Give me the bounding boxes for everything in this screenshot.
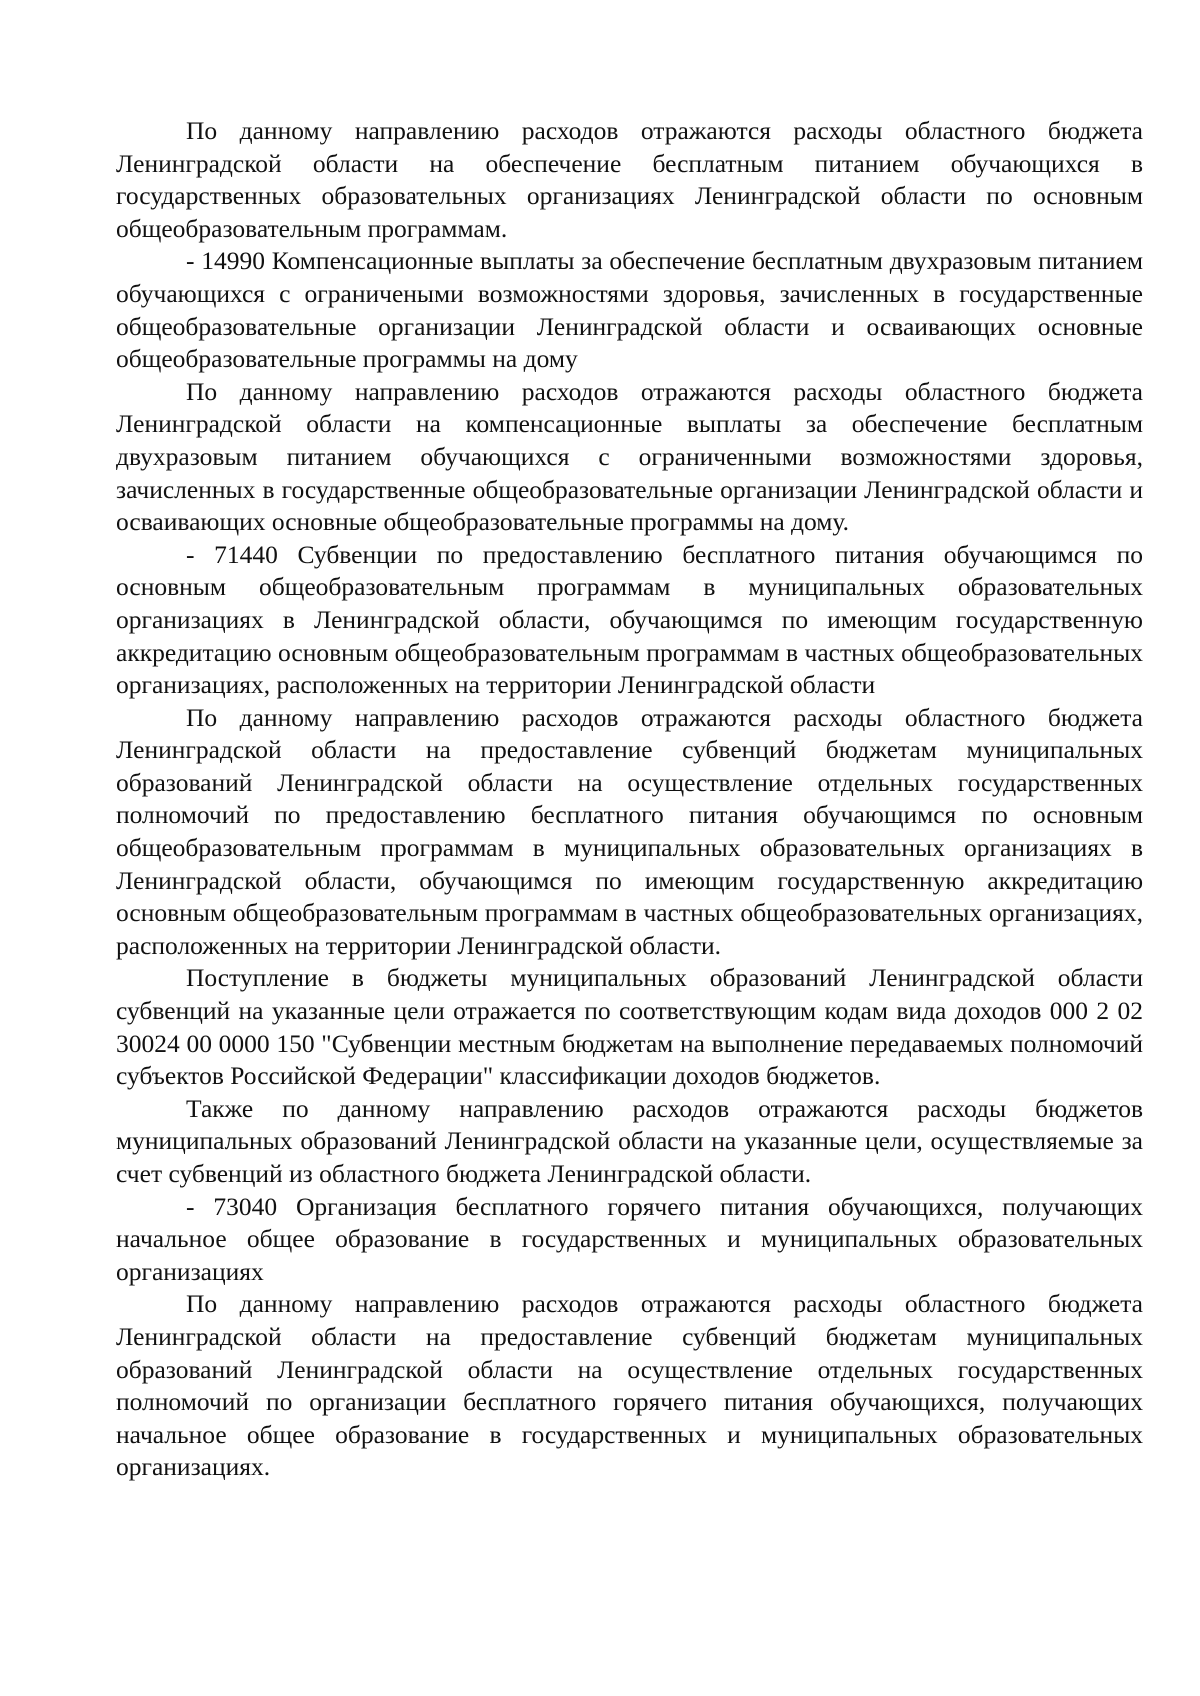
paragraph-2-code-14990: - 14990 Компенсационные выплаты за обеспечение бесплатным двухразовым питанием обучающихся с ограничеными возможностями здоровья, зачисленных в государственные общеобразовательные организации Ленинградской области и осваивающих основные общеобразовательные программы на дому xyxy=(116,246,1143,374)
paragraph-5: По данному направлению расходов отражаются расходы областного бюджета Ленинградской области на предоставление субвенций бюджетам муниципальных образований Ленинградской области на осуществление отдельных государственных полномочий по предоставлению бесплатного питания обучающимся по основным общеобразовательным программам в муниципальных образовательных организациях в Ленинградской области, обучающимся по имеющим государственную аккредитацию основным общеобразовательным программам в частных общеобразовательных организациях, расположенных на территории Ленинградской области. xyxy=(116,702,1143,960)
paragraph-3: По данному направлению расходов отражаются расходы областного бюджета Ленинградской области на компенсационные выплаты за обеспечение бесплатным двухразовым питанием обучающихся с ограниченными возможностями здоровья, зачисленных в государственные общеобразовательные организации Ленинградской области и осваивающих основные общеобразовательные программы на дому. xyxy=(116,376,1143,537)
document-body xyxy=(116,115,1143,1484)
paragraph-1: По данному направлению расходов отражаются расходы областного бюджета Ленинградской области на обеспечение бесплатным питанием обучающихся в государственных образовательных организациях Ленинградской области по основным общеобразовательным программам. xyxy=(116,116,1143,243)
paragraph-9: По данному направлению расходов отражаются расходы областного бюджета Ленинградской области на предоставление субвенций бюджетам муниципальных образований Ленинградской области на осуществление отдельных государственных полномочий по организации бесплатного горячего питания обучающихся, получающих начальное общее образование в государственных и муниципальных образовательных организациях. xyxy=(116,1289,1143,1482)
paragraph-8-code-73040: - 73040 Организация бесплатного горячего питания обучающихся, получающих начальное общее образование в государственных и муниципальных образовательных организациях xyxy=(116,1191,1143,1286)
paragraph-6: Поступление в бюджеты муниципальных образований Ленинградской области субвенций на указанные цели отражается по соответствующим кодам вида доходов 000 2 02 30024 00 0000 150 "Субвенции местным бюджетам на выполнение передаваемых полномочий субъектов Российской Федерации" классификации доходов бюджетов. xyxy=(116,963,1143,1091)
paragraph-7: Также по данному направлению расходов отражаются расходы бюджетов муниципальных образований Ленинградской области на указанные цели, осуществляемые за счет субвенций из областного бюджета Ленинградской области. xyxy=(116,1093,1143,1188)
paragraph-4-code-71440: - 71440 Субвенции по предоставлению бесплатного питания обучающимся по основным общеобразовательным программам в муниципальных образовательных организациях в Ленинградской области, обучающимся по имеющим государственную аккредитацию основным общеобразовательным программам в частных общеобразовательных организациях, расположенных на территории Ленинградской области xyxy=(116,539,1143,700)
